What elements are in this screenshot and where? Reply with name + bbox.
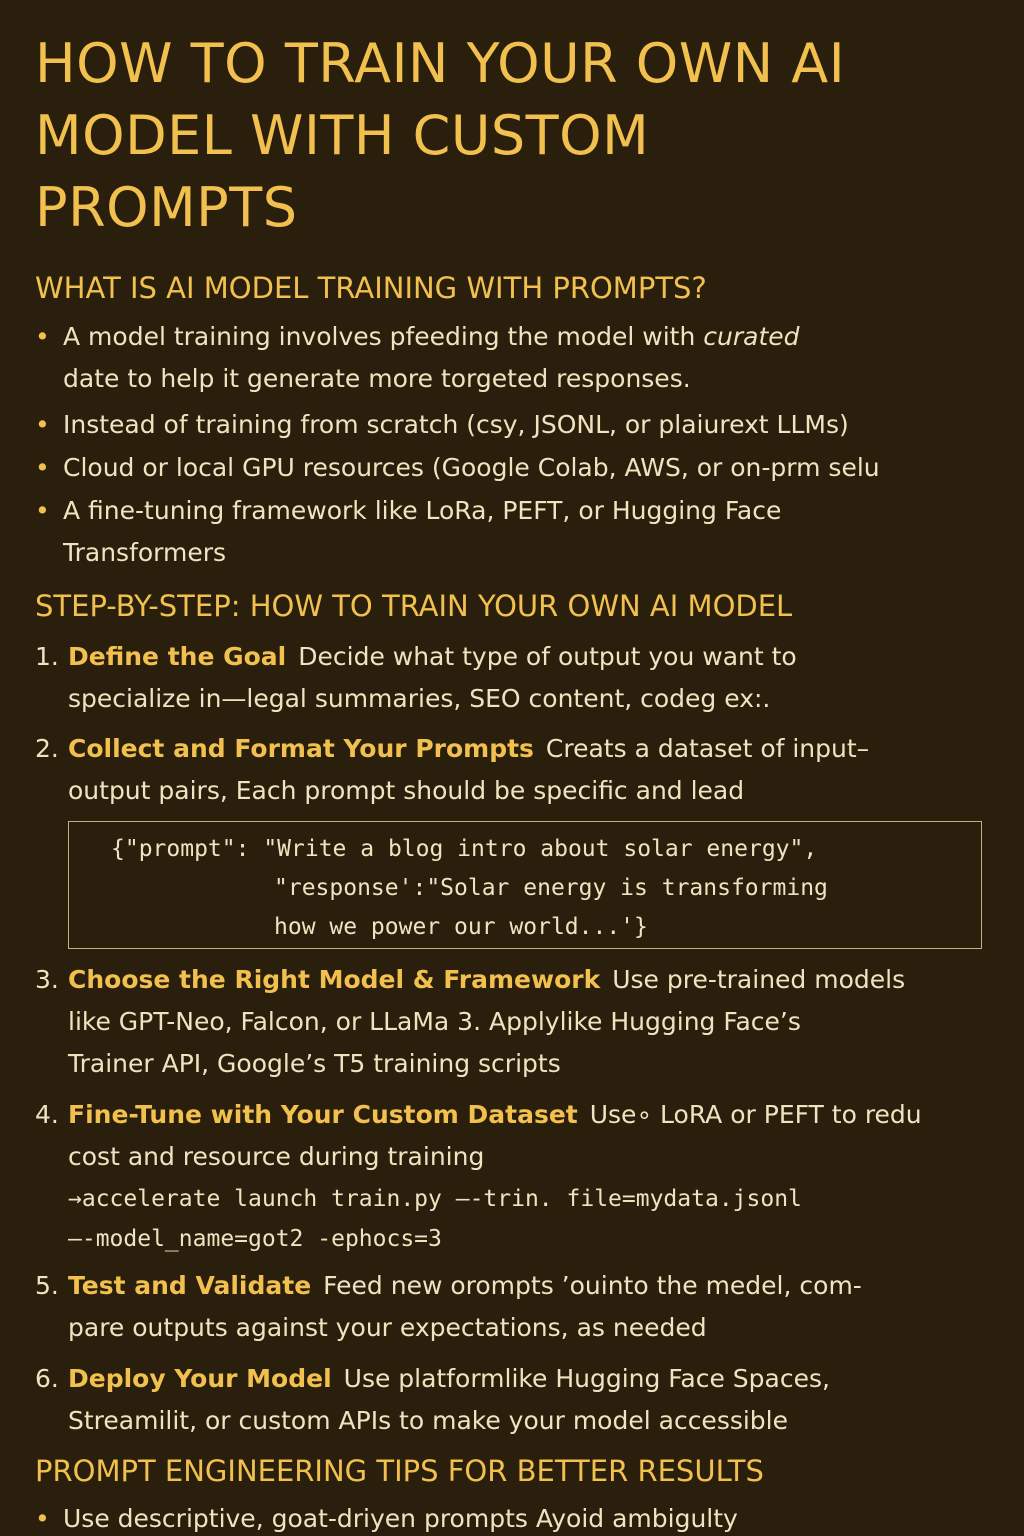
page-title: [35, 28, 995, 244]
step-item-3: [35, 959, 1020, 1085]
code-line-1: {"prompt": "Write a blog intro about solar energy",: [111, 836, 818, 862]
list-item: [35, 316, 1020, 400]
step-text-continued: like GPT-Neo, Falcon, or LLaMa 3. Applylike Hugging Face’s: [68, 1007, 801, 1036]
bullet-text-continued: date to help it generate more torgeted responses.: [63, 364, 691, 393]
step-item-2: [35, 728, 1020, 812]
step-item-4: [35, 1094, 1020, 1178]
bullet-dot: •: [35, 322, 50, 351]
list-item: [35, 404, 1020, 446]
step-text: Use platformlike Hugging Face Spaces,: [343, 1364, 830, 1393]
bullet-text: Instead of training from scratch (csy, JSONL, or plaiurext LLMs): [63, 410, 849, 439]
step-text-continued: cost and resource during training: [68, 1142, 485, 1171]
command-line-1: →accelerate launch train.py —-trin. file=mydata.jsonl: [68, 1186, 802, 1212]
title-line-3: PROMPTS: [35, 176, 298, 239]
section-heading-what: WHAT IS AI MODEL TRAINING WITH PROMPTS?: [35, 271, 707, 305]
bullet-text: Use descriptive, goat-driyen prompts Ayoid ambigulty: [63, 1504, 738, 1533]
step-text-continued: Streamilit, or custom APIs to make your model accessible: [68, 1406, 789, 1435]
step-title: Fine-Tune with Your Custom Dataset: [68, 1100, 578, 1129]
step-number: 4.: [35, 1100, 59, 1129]
step-number: 3.: [35, 965, 59, 994]
step-number: 5.: [35, 1271, 59, 1300]
step-number: 6.: [35, 1364, 59, 1393]
section-heading-tips: PROMPT ENGINEERING TIPS FOR BETTER RESULTS: [35, 1454, 764, 1488]
step-item-1: [35, 636, 1020, 720]
step-number: 2.: [35, 734, 59, 763]
step-text-continued: pare outputs against your expectations, as needed: [68, 1313, 707, 1342]
step-title: Collect and Format Your Prompts: [68, 734, 534, 763]
bullet-emphasis: curated: [703, 322, 800, 351]
section-heading-steps: STEP-BY-STEP: HOW TO TRAIN YOUR OWN AI MODEL: [35, 589, 793, 623]
bullet-dot: •: [35, 496, 50, 525]
step-title: Deploy Your Model: [68, 1364, 332, 1393]
step-item-6: [35, 1358, 1020, 1442]
step-text: Creats a dataset of input–: [545, 734, 870, 763]
command-line-2: —-model_name=got2 -ephocs=3: [68, 1226, 442, 1252]
bullet-text: A fine-tuning framework like LoRa, PEFT, or Hugging Face: [63, 496, 782, 525]
bullet-dot: •: [35, 1504, 50, 1533]
bullet-text-continued: Transformers: [63, 538, 227, 567]
bullet-dot: •: [35, 410, 50, 439]
step-title: Test and Validate: [68, 1271, 312, 1300]
step-text: Feed new orompts ’ouinto the medel, com-: [323, 1271, 862, 1300]
step-text-continued: output pairs, Each prompt should be specific and lead: [68, 776, 745, 805]
step-title: Define the Goal: [68, 642, 287, 671]
bullet-text: A model training involves pfeeding the model with: [63, 322, 704, 351]
bullet-dot: •: [35, 453, 50, 482]
step-text: Use pre-trained models: [612, 965, 906, 994]
list-item: [35, 447, 1020, 489]
title-line-1: HOW TO TRAIN YOUR OWN AI: [35, 32, 846, 95]
step-text-continued: specialize in—legal summaries, SEO content, codeg ex:.: [68, 684, 771, 713]
title-line-2: MODEL WITH CUSTOM: [35, 104, 650, 167]
step-number: 1.: [35, 642, 59, 671]
step-text: Decide what type of output you want to: [298, 642, 797, 671]
list-item: [35, 490, 1020, 574]
code-line-2: "response':"Solar energy is transforming: [274, 875, 828, 901]
step-text-continued: Trainer API, Google’s T5 training scripts: [68, 1049, 561, 1078]
step-item-5: [35, 1265, 1020, 1349]
bullet-text: Cloud or local GPU resources (Google Colab, AWS, or on-prm selu: [63, 453, 880, 482]
list-item: [35, 1498, 1020, 1536]
code-line-3: how we power our world...'}: [274, 914, 648, 940]
step-text: Use∘ LoRA or PEFT to redu: [589, 1100, 922, 1129]
step-title: Choose the Right Model & Framework: [68, 965, 601, 994]
code-example-box: [68, 821, 982, 949]
